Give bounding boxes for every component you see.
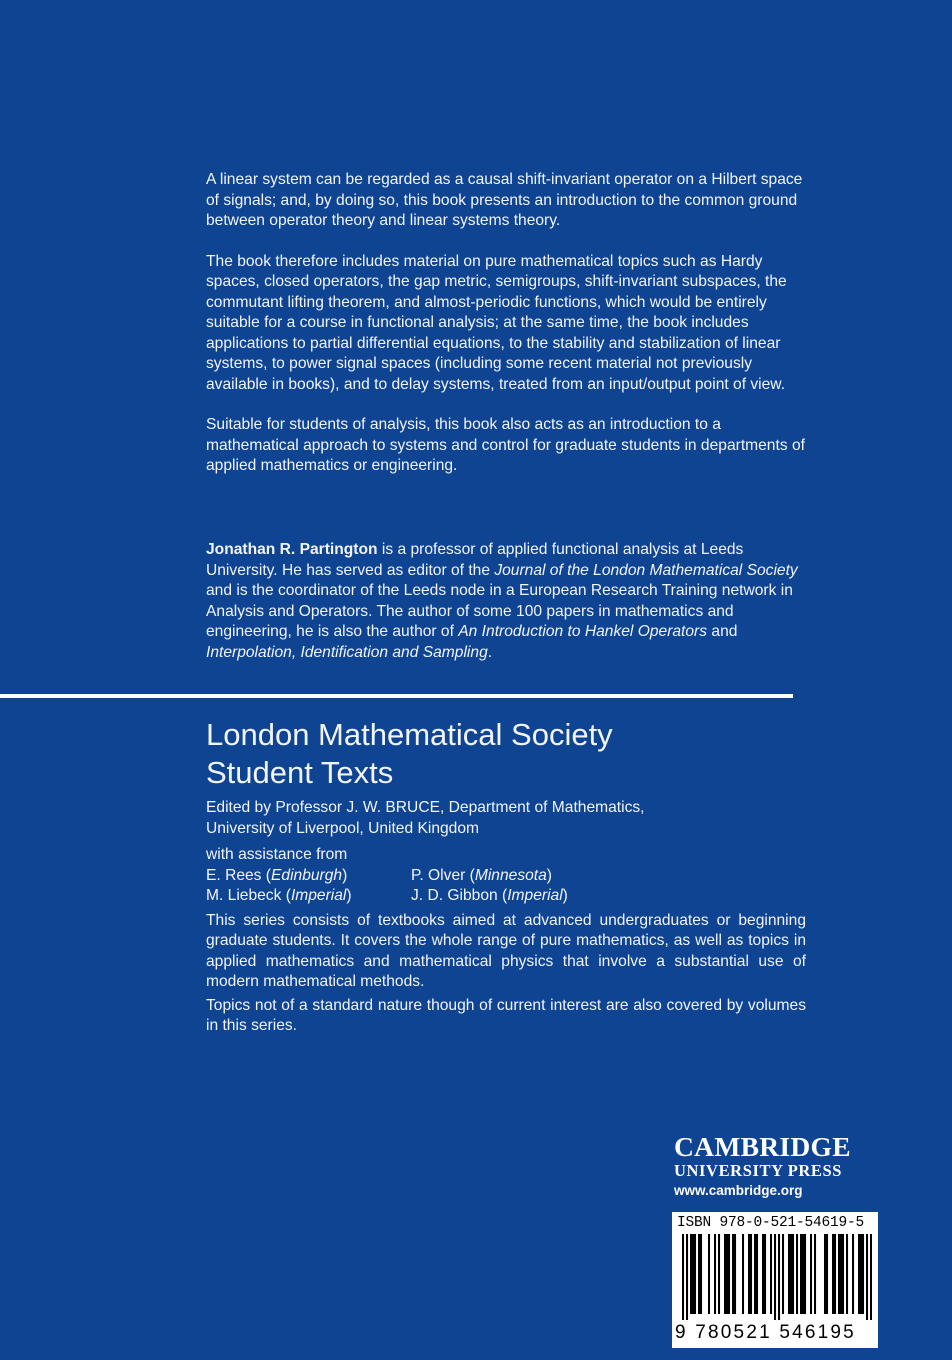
advisor: M. Liebeck (Imperial) [206, 887, 352, 904]
barcode-bar [840, 1234, 842, 1314]
barcode-bar [742, 1234, 744, 1314]
barcode-bar [698, 1234, 700, 1314]
barcode-bar [842, 1234, 844, 1314]
series-title [206, 716, 806, 792]
barcode-bar [686, 1234, 688, 1320]
isbn-label: ISBN 978-0-521-54619-5 [677, 1215, 865, 1231]
publisher-url: www.cambridge.org [674, 1183, 803, 1198]
book-title: An Introduction to Hankel Operators [458, 623, 708, 640]
barcode-bar [796, 1234, 798, 1314]
assistance-label: with assistance from [206, 846, 348, 863]
barcode-bar [846, 1234, 848, 1314]
isbn-barcode [672, 1212, 878, 1348]
advisor: P. Olver (Minnesota) [411, 866, 552, 884]
barcode-bar [852, 1234, 854, 1314]
advisor: E. Rees (Edinburgh) [206, 866, 348, 884]
editor-line: Edited by Professor J. W. BRUCE, Department of Mathematics, [206, 799, 645, 816]
barcode-bar [770, 1234, 772, 1314]
barcode-bar [728, 1234, 730, 1314]
barcode-bar [682, 1234, 684, 1320]
series-section [206, 716, 806, 1037]
barcode-bar [718, 1234, 720, 1314]
blurb-paragraph: The book therefore includes material on pure mathematical topics such as Hardy spaces, closed operators, the gap metric, semigroups, shift-invariant subspaces, the commutant lifting theorem, and almost-periodic functions, which would be entirely suitable for a course in functional analysis; at the same time, the book includes applications to partial differential equations, to the stability and stabilization of linear systems, to power signal spaces (including some recent material not previously available in books), and to delay systems, treated from an input/output point of view. [206, 252, 787, 393]
author-bio [206, 540, 806, 663]
author-bio-text: is a professor of applied functional analysis at Leeds University. He has served as editor of the [206, 541, 744, 579]
barcode-bar [792, 1234, 794, 1314]
barcode-bar [862, 1234, 864, 1314]
publisher-name: CAMBRIDGE [674, 1131, 851, 1162]
barcode-bar [756, 1234, 758, 1314]
barcode-bar [788, 1234, 790, 1314]
barcode-bar [774, 1234, 776, 1320]
barcode-bar [834, 1234, 836, 1314]
publisher-logo [674, 1133, 879, 1200]
barcode-bar [734, 1234, 736, 1314]
series-title-line: London Mathematical Society [206, 717, 613, 752]
assistance-block [206, 845, 806, 907]
back-cover-blurb [206, 170, 806, 497]
barcode-digits: 9 780521 546195 [675, 1322, 856, 1343]
barcode-bar [700, 1234, 702, 1314]
series-description: This series consists of textbooks aimed at advanced undergraduates or beginning graduate students. It covers the whole range of pure mathematics, as well as topics in applied mathematics and mathematical physics that involve a substantial use of modern mathematical methods. [206, 911, 806, 990]
barcode-bar [692, 1234, 694, 1314]
author-name: Jonathan R. Partington [206, 541, 378, 558]
advisor-list [206, 866, 806, 907]
series-title-line: Student Texts [206, 755, 394, 790]
journal-title: Journal of the London Mathematical Society [494, 561, 798, 579]
barcode-bar [690, 1234, 692, 1314]
editor-line: University of Liverpool, United Kingdom [206, 819, 480, 837]
blurb-paragraph: A linear system can be regarded as a causal shift-invariant operator on a Hilbert space of signals; and, by doing so, this book presents an introduction to the common ground between operator theory and linear systems theory. [206, 171, 803, 229]
series-topics: Topics not of a standard nature though of current interest are also covered by volumes in this series. [206, 996, 806, 1034]
barcode-bar [802, 1234, 804, 1314]
barcode-bar [800, 1234, 802, 1314]
barcode-bar [826, 1234, 828, 1314]
barcode-bar [858, 1234, 860, 1314]
barcode-bar [782, 1234, 784, 1314]
barcode-bar [724, 1234, 726, 1314]
barcode-bar [860, 1234, 862, 1314]
barcode-bar [764, 1234, 766, 1314]
barcode-bar [732, 1234, 734, 1314]
barcode-bar [870, 1234, 872, 1320]
barcode-bar [754, 1234, 756, 1314]
barcode-bars [682, 1234, 872, 1320]
series-editor [206, 798, 806, 839]
blurb-paragraph: Suitable for students of analysis, this book also acts as an introduction to a mathematical approach to systems and control for graduate students in departments of applied mathematics or engineering. [206, 416, 805, 474]
barcode-bar [708, 1234, 710, 1314]
author-bio-text: and [707, 623, 738, 640]
barcode-bar [748, 1234, 750, 1314]
barcode-bar [866, 1234, 868, 1320]
divider-rule [0, 694, 793, 698]
barcode-bar [814, 1234, 816, 1314]
barcode-bar [762, 1234, 764, 1314]
barcode-bar [714, 1234, 716, 1314]
barcode-bar [810, 1234, 812, 1314]
author-bio-text: and is the coordinator of the Leeds node in a European Research Training network in Analysis and Operators. The author of some 100 papers in mathematics and engineering, he is also the author of [206, 582, 793, 640]
barcode-bar [726, 1234, 728, 1314]
barcode-bar [832, 1234, 834, 1314]
barcode-bar [694, 1234, 696, 1314]
barcode-bar [838, 1234, 840, 1314]
book-title: Interpolation, Identification and Sampling [206, 643, 488, 661]
advisor: J. D. Gibbon (Imperial) [411, 887, 568, 904]
barcode-bar [750, 1234, 752, 1314]
barcode-bar [824, 1234, 826, 1314]
barcode-bar [778, 1234, 780, 1320]
author-bio-text: . [487, 643, 493, 661]
publisher-subtitle: UNIVERSITY PRESS [674, 1161, 843, 1180]
barcode-bar [790, 1234, 792, 1314]
barcode-bar [804, 1234, 806, 1314]
